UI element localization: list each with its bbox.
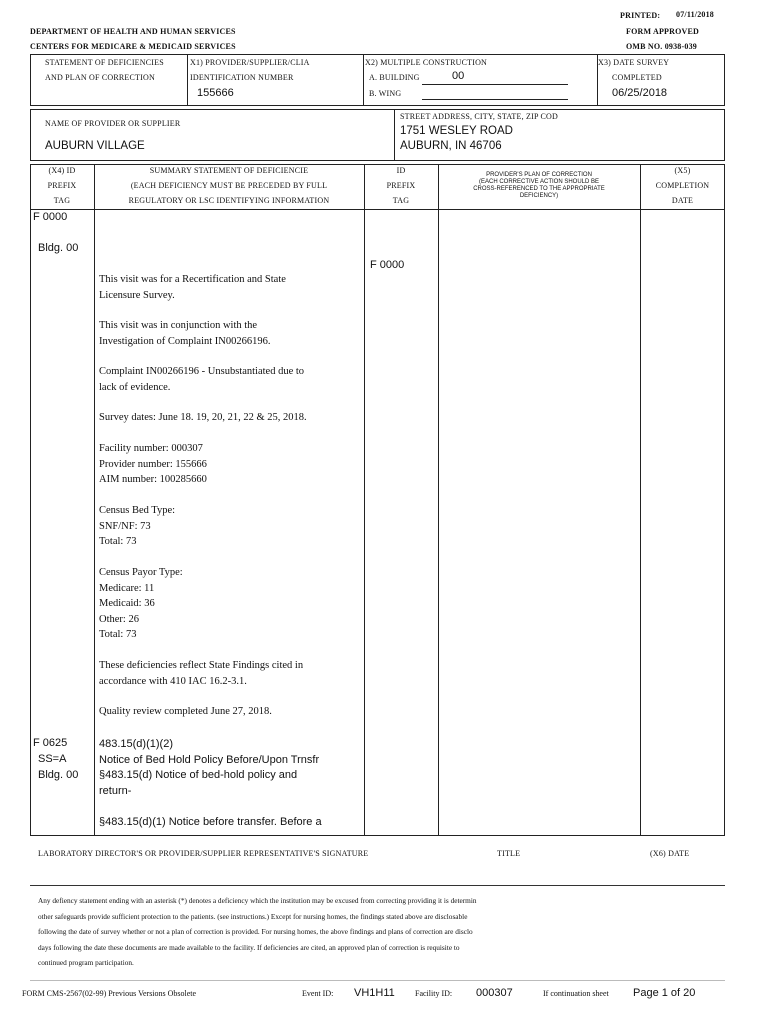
x5-label-2: COMPLETION [655, 181, 710, 190]
event-id-value: VH1H11 [354, 987, 395, 999]
plan-label-4: DEFICIENCY) [519, 193, 559, 199]
printed-date: 07/11/2018 [676, 10, 715, 19]
form-number: FORM CMS-2567(02-99) Previous Versions Obsolete [22, 989, 197, 998]
left-ss-a: SS=A [38, 753, 67, 765]
paragraph-census-bed: Census Bed Type: SNF/NF: 73 Total: 73 [99, 505, 176, 547]
statement-label-1: STATEMENT OF DEFICIENCIES [45, 58, 164, 67]
x2-label: X2) MULTIPLE CONSTRUCTION [365, 58, 488, 67]
id-label-1: ID [396, 166, 406, 175]
f0625-notice-line: §483.15(d)(1) Notice before transfer. Before a [99, 816, 322, 828]
paragraph-quality-review: Quality review completed June 27, 2018. [99, 706, 272, 717]
x5-label-1: (X5) [674, 166, 691, 175]
omb-number: OMB NO. 0938-039 [626, 42, 697, 51]
disclaimer-text: Any defiency statement ending with an asterisk (*) denotes a deficiency which the institution may be excused from correcting providing it is determin other safeguards provide sufficient protection to the patients. (see instructions.) Except for nursing homes, the findings stated above are disclosable following the date of survey whether or not a plan of correction is provided. For nursing homes, the above findings and plans of correction are disclo days following the date these documents are made available to the facility. If deficiencies are cited, an approved plan of correction is requisite to continued program participation. [38, 896, 477, 967]
facility-id-label: Facility ID: [415, 989, 453, 998]
street-address: 1751 WESLEY ROAD [400, 125, 513, 137]
paragraph-state-findings: These deficiencies reflect State Findings cited in accordance with 410 IAC 16.2-3.1. [99, 660, 304, 687]
paragraph-recertification: This visit was for a Recertification and State Licensure Survey. [99, 274, 286, 301]
continuation-label: If continuation sheet [543, 989, 609, 998]
summary-label-1: SUMMARY STATEMENT OF DEFICIENCIE [149, 166, 309, 175]
x6-date-label: (X6) DATE [650, 849, 690, 858]
summary-label-3: REGULATORY OR LSC IDENTIFYING INFORMATION [128, 196, 330, 205]
provider-id-value: 155666 [197, 87, 234, 99]
provider-name-label: NAME OF PROVIDER OR SUPPLIER [45, 119, 181, 128]
survey-completed-date: 06/25/2018 [612, 87, 668, 99]
x3-label-1: X3) DATE SURVEY [598, 58, 670, 67]
x1-label-1: X1) PROVIDER/SUPPLIER/CLIA [190, 58, 310, 67]
x3-label-2: COMPLETED [612, 73, 662, 82]
centers-title: CENTERS FOR MEDICARE & MEDICAID SERVICES [30, 42, 236, 51]
x4-label-3: TAG [53, 196, 71, 205]
printed-label: PRINTED: [620, 11, 661, 20]
summary-text [99, 272, 361, 720]
paragraph-complaint-result: Complaint IN00266196 - Unsubstantiated due to lack of evidence. [99, 366, 305, 393]
x1-label-2: IDENTIFICATION NUMBER [190, 73, 294, 82]
title-label: TITLE [497, 849, 521, 858]
address-label: STREET ADDRESS, CITY, STATE, ZIP COD [400, 112, 558, 121]
paragraph-complaint-investigation: This visit was in conjunction with the Investigation of Complaint IN00266196. [99, 320, 271, 347]
building-label: A. BUILDING [369, 73, 420, 82]
statement-label-2: AND PLAN OF CORRECTION [45, 73, 155, 82]
plan-label-1: PROVIDER'S PLAN OF CORRECTION [486, 172, 592, 178]
left-bldg-00-second: Bldg. 00 [38, 769, 79, 781]
form-approved: FORM APPROVED [626, 27, 700, 36]
facility-id-value: 000307 [476, 987, 513, 999]
left-bldg-00: Bldg. 00 [38, 242, 79, 254]
wing-label: B. WING [369, 89, 402, 98]
summary-label-2: (EACH DEFICIENCY MUST BE PRECEDED BY FULL [130, 181, 328, 190]
left-tag-f0000: F 0000 [33, 211, 68, 223]
page-number: Page 1 of 20 [633, 987, 696, 999]
paragraph-facility-numbers: Facility number: 000307 Provider number: 155666 AIM number: 100285660 [99, 443, 207, 485]
city-state-zip: AUBURN, IN 46706 [400, 140, 502, 152]
department-title: DEPARTMENT OF HEALTH AND HUMAN SERVICES [30, 27, 236, 36]
plan-label-2: (EACH CORRECTIVE ACTION SHOULD BE [478, 179, 600, 185]
building-value: 00 [452, 70, 465, 82]
paragraph-census-payor: Census Payor Type: Medicare: 11 Medicaid: 36 Other: 26 Total: 73 [99, 567, 183, 640]
provider-grid [30, 109, 725, 161]
signature-label: LABORATORY DIRECTOR'S OR PROVIDER/SUPPLIER REPRESENTATIVE'S SIGNATURE [38, 849, 369, 858]
f0625-text: 483.15(d)(1)(2) Notice of Bed Hold Policy Before/Upon Trnsfr §483.15(d) Notice of bed-hold policy and return- [99, 738, 320, 797]
x4-label-1: (X4) ID [48, 166, 76, 175]
left-tag-f0625: F 0625 [33, 737, 68, 749]
right-tag-f0000: F 0000 [370, 259, 405, 271]
event-id-label: Event ID: [302, 989, 334, 998]
provider-name: AUBURN VILLAGE [45, 140, 145, 152]
plan-label-3: CROSS-REFERENCED TO THE APPROPRIATE [473, 186, 605, 192]
id-label-2: PREFIX [386, 181, 416, 190]
paragraph-survey-dates: Survey dates: June 18. 19, 20, 21, 22 & 25, 2018. [99, 412, 307, 423]
id-label-3: TAG [392, 196, 410, 205]
x5-label-3: DATE [671, 196, 694, 205]
x4-label-2: PREFIX [47, 181, 77, 190]
